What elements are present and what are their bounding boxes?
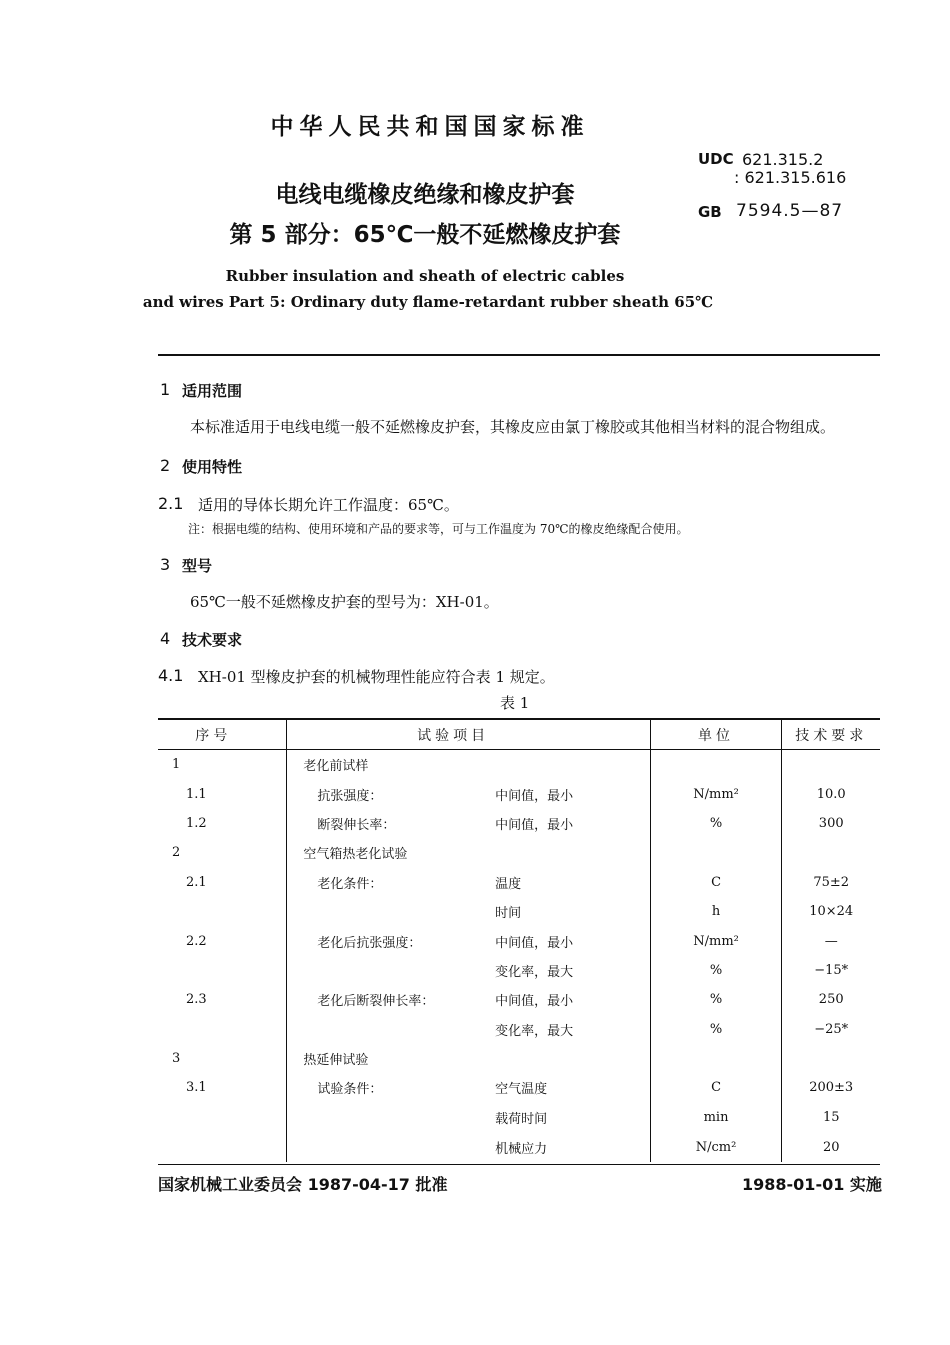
header-seq: 序号 <box>158 719 287 750</box>
section-4-number: 4 <box>160 629 171 648</box>
cell-item <box>287 956 495 985</box>
section-4-title: 技术要求 <box>182 631 243 649</box>
cell-item: 断裂伸长率： <box>287 809 495 838</box>
cell-requirement: −25* <box>782 1015 880 1044</box>
cell-subitem: 时间 <box>495 906 522 922</box>
cell-unit: N/mm² <box>650 779 782 808</box>
table-row <box>158 985 880 1014</box>
cell-subitem: 中间值，最小 <box>495 935 574 951</box>
cell-requirement: −15* <box>782 956 880 985</box>
title-english-line2: and wires Part 5: Ordinary duty flame-retardant rubber sheath 65℃ <box>142 293 714 311</box>
section-2-number: 2 <box>160 456 171 475</box>
cell-subitem: 载荷时间 <box>495 1111 548 1127</box>
cell-unit: min <box>650 1103 782 1132</box>
cell-unit: % <box>650 956 782 985</box>
cell-seq: 2.1 <box>186 874 207 890</box>
cell-unit <box>650 1044 782 1073</box>
cell-seq: 2 <box>172 845 181 861</box>
cell-unit <box>650 838 782 867</box>
section-2-1-note: 注：根据电缆的结构、使用环境和产品的要求等，可与工作温度为 70℃的橡皮绝缘配合使用。 <box>188 522 689 536</box>
cell-unit: % <box>650 985 782 1014</box>
cell-unit: % <box>650 809 782 838</box>
properties-table <box>158 718 880 1162</box>
cell-requirement: 20 <box>782 1132 880 1162</box>
cell-subitem: 中间值，最小 <box>495 788 574 804</box>
title-english-line1: Rubber insulation and sheath of electric cables <box>225 267 625 285</box>
table-header-row <box>158 719 880 750</box>
cell-item: 老化后抗张强度： <box>287 926 495 955</box>
cell-subitem: 中间值，最小 <box>495 817 574 833</box>
approval-line: 国家机械工业委员会 1987-04-17 批准 <box>158 1175 448 1194</box>
cell-subitem: 中间值，最小 <box>495 994 574 1010</box>
cell-item: 空气箱热老化试验 <box>287 838 495 867</box>
cell-item <box>287 1015 495 1044</box>
cell-requirement: 300 <box>782 809 880 838</box>
cell-item: 老化前试样 <box>287 750 495 780</box>
section-4-1-number: 4.1 <box>158 666 184 685</box>
cell-requirement: — <box>782 926 880 955</box>
cell-seq: 3.1 <box>186 1080 207 1096</box>
cell-requirement: 200±3 <box>782 1073 880 1102</box>
header-requirement: 技术要求 <box>782 719 880 750</box>
cell-seq <box>158 956 287 985</box>
cell-subitem: 变化率，最大 <box>495 964 574 980</box>
cell-seq <box>158 897 287 926</box>
cell-unit: C <box>650 1073 782 1102</box>
cell-requirement: 10.0 <box>782 779 880 808</box>
cell-item <box>287 1103 495 1132</box>
cell-subitem: 机械应力 <box>495 1141 548 1157</box>
cell-item: 抗张强度： <box>287 779 495 808</box>
header-item: 试验项目 <box>287 719 495 750</box>
udc-label: UDC <box>698 150 734 168</box>
cell-requirement <box>782 1044 880 1073</box>
section-1-title: 适用范围 <box>182 382 243 400</box>
gb-number: 7594.5—87 <box>736 201 844 221</box>
cell-item: 热延伸试验 <box>287 1044 495 1073</box>
cell-subitem <box>495 1044 650 1073</box>
cell-unit: C <box>650 868 782 897</box>
cell-item <box>287 897 495 926</box>
cell-unit: % <box>650 1015 782 1044</box>
cell-requirement <box>782 838 880 867</box>
cell-item: 老化条件： <box>287 868 495 897</box>
table-row <box>158 1132 880 1162</box>
section-2-title: 使用特性 <box>182 458 243 476</box>
cell-seq <box>158 1015 287 1044</box>
title-chinese-line2: 第 5 部分：65℃一般不延燃橡皮护套 <box>229 222 621 248</box>
cell-subitem: 空气温度 <box>495 1082 548 1098</box>
table-row <box>158 956 880 985</box>
bottom-divider <box>158 1164 880 1165</box>
table-row <box>158 1015 880 1044</box>
cell-seq <box>158 1132 287 1162</box>
cell-item <box>287 1132 495 1162</box>
cell-seq <box>158 1103 287 1132</box>
cell-requirement: 250 <box>782 985 880 1014</box>
section-2-1-number: 2.1 <box>158 494 184 513</box>
gb-label: GB <box>698 203 722 221</box>
table-row <box>158 779 880 808</box>
section-4-1-text: XH-01 型橡皮护套的机械物理性能应符合表 1 规定。 <box>198 668 555 686</box>
cell-unit: h <box>650 897 782 926</box>
udc-code-line2: : 621.315.616 <box>734 168 847 187</box>
table-row <box>158 897 880 926</box>
cell-seq: 2.2 <box>186 933 207 949</box>
cell-seq: 3 <box>172 1051 181 1067</box>
cell-item: 老化后断裂伸长率： <box>287 985 495 1014</box>
cell-seq: 2.3 <box>186 992 207 1008</box>
cell-requirement: 10×24 <box>782 897 880 926</box>
section-3-title: 型号 <box>182 557 213 575</box>
cell-subitem: 变化率，最大 <box>495 1023 574 1039</box>
header-item-spacer <box>495 719 650 750</box>
top-divider <box>158 354 880 356</box>
section-3-number: 3 <box>160 555 171 574</box>
cell-seq: 1.2 <box>186 815 207 831</box>
table-row <box>158 809 880 838</box>
table-row <box>158 838 880 867</box>
cell-unit: N/cm² <box>650 1132 782 1162</box>
cell-subitem: 温度 <box>495 876 522 892</box>
table-row <box>158 868 880 897</box>
table-caption: 表 1 <box>500 694 530 712</box>
section-2-1-text: 适用的导体长期允许工作温度：65℃。 <box>198 496 459 514</box>
udc-code-line1: 621.315.2 <box>742 150 824 169</box>
table-row <box>158 926 880 955</box>
cell-requirement: 75±2 <box>782 868 880 897</box>
cell-item: 试验条件： <box>287 1073 495 1102</box>
section-3-text: 65℃一般不延燃橡皮护套的型号为：XH-01。 <box>190 593 499 611</box>
cell-unit: N/mm² <box>650 926 782 955</box>
national-standard-heading: 中华人民共和国国家标准 <box>270 114 590 140</box>
table-row <box>158 1103 880 1132</box>
cell-requirement <box>782 750 880 780</box>
cell-subitem <box>495 750 650 780</box>
section-1-number: 1 <box>160 380 171 399</box>
title-chinese-line1: 电线电缆橡皮绝缘和橡皮护套 <box>275 182 575 208</box>
section-1-text: 本标准适用于电线电缆一般不延燃橡皮护套，其橡皮应由氯丁橡胶或其他相当材料的混合物组成。 <box>190 418 836 436</box>
cell-unit <box>650 750 782 780</box>
cell-seq: 1.1 <box>186 786 207 802</box>
table-row <box>158 1044 880 1073</box>
cell-subitem <box>495 838 650 867</box>
cell-seq: 1 <box>172 757 181 773</box>
cell-requirement: 15 <box>782 1103 880 1132</box>
table-row <box>158 1073 880 1102</box>
header-unit: 单位 <box>650 719 782 750</box>
implementation-line: 1988-01-01 实施 <box>742 1175 882 1194</box>
table-row <box>158 750 880 780</box>
